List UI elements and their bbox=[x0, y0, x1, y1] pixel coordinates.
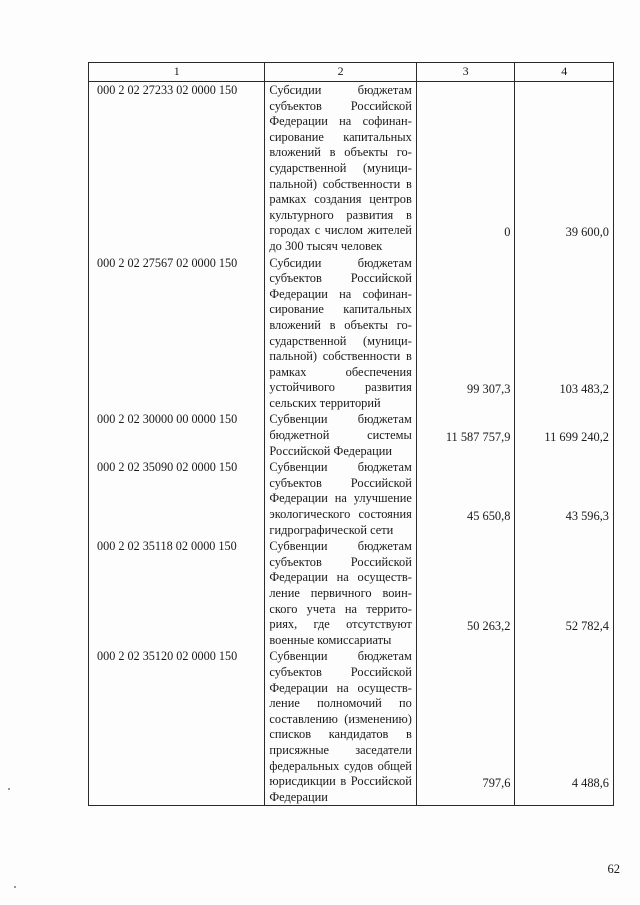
value-column-3: 11 587 757,9 bbox=[416, 411, 515, 459]
budget-item-name: Субсидии бюджетам субъектов Российской Федерации на софинансирование капитальных вложений в объекты государственной (муниципальной) собственности в рамках создания центров культурного развития в городах с числом жителей до 300 тысяч человек bbox=[265, 82, 416, 255]
budget-item-name: Субвенции бюджетам субъектов Российской Федерации на улучшение экологического состояния гидрографической сети bbox=[265, 459, 416, 538]
budget-item-name: Субвенции бюджетам субъектов Российской Федерации на осуществление полномочий по составлению (изменению) списков кандидатов в присяжные заседатели федеральных судов общей юрисдикции в Российской Федерации bbox=[265, 648, 416, 805]
budget-code: 000 2 02 30000 00 0000 150 bbox=[89, 411, 265, 459]
budget-item-name: Субсидии бюджетам субъектов Российской Федерации на софинансирование капитальных вложений в объекты государственной (муниципальной) собственности в рамках обеспечения устойчивого развития сельских территорий bbox=[265, 255, 416, 412]
table-row bbox=[89, 648, 614, 805]
column-header-2: 2 bbox=[265, 63, 416, 82]
value-column-4: 103 483,2 bbox=[515, 255, 614, 412]
value-column-3: 50 263,2 bbox=[416, 538, 515, 648]
page-number: 62 bbox=[607, 862, 620, 876]
table-row bbox=[89, 411, 614, 459]
value-column-4: 39 600,0 bbox=[515, 82, 614, 255]
budget-table bbox=[88, 62, 614, 806]
value-column-3: 45 650,8 bbox=[416, 459, 515, 538]
budget-item-name: Субвенции бюджетам бюджетной системы Российской Федерации bbox=[265, 411, 416, 459]
value-column-4: 52 782,4 bbox=[515, 538, 614, 648]
table-header-row bbox=[89, 63, 614, 82]
budget-code: 000 2 02 27233 02 0000 150 bbox=[89, 82, 265, 255]
value-column-4: 43 596,3 bbox=[515, 459, 614, 538]
column-header-3: 3 bbox=[416, 63, 515, 82]
value-column-4: 11 699 240,2 bbox=[515, 411, 614, 459]
table-row bbox=[89, 255, 614, 412]
table-row bbox=[89, 459, 614, 538]
column-header-1: 1 bbox=[89, 63, 265, 82]
budget-code: 000 2 02 35120 02 0000 150 bbox=[89, 648, 265, 805]
budget-code: 000 2 02 27567 02 0000 150 bbox=[89, 255, 265, 412]
value-column-4: 4 488,6 bbox=[515, 648, 614, 805]
scan-speck bbox=[14, 886, 16, 888]
scan-speck bbox=[8, 788, 10, 790]
table-row bbox=[89, 82, 614, 255]
budget-code: 000 2 02 35118 02 0000 150 bbox=[89, 538, 265, 648]
budget-item-name: Субвенции бюджетам субъектов Российской Федерации на осуществление первичного воинского учета на территориях, где отсутствуют военные комиссариаты bbox=[265, 538, 416, 648]
value-column-3: 797,6 bbox=[416, 648, 515, 805]
value-column-3: 0 bbox=[416, 82, 515, 255]
table-row bbox=[89, 538, 614, 648]
column-header-4: 4 bbox=[515, 63, 614, 82]
budget-code: 000 2 02 35090 02 0000 150 bbox=[89, 459, 265, 538]
value-column-3: 99 307,3 bbox=[416, 255, 515, 412]
